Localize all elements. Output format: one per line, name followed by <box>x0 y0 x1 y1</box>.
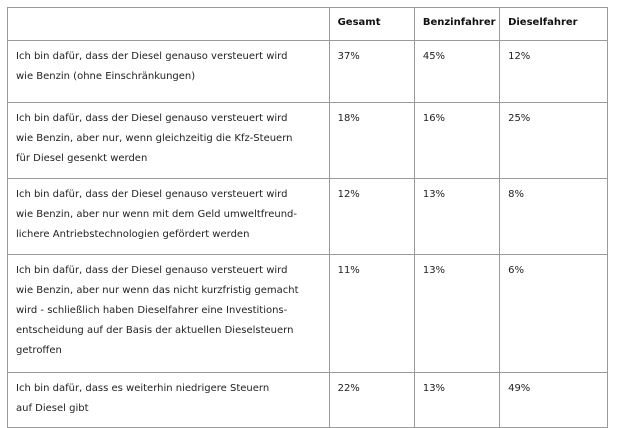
question-line: wie Benzin, aber nur wenn mit dem Geld umweltfreund- <box>16 209 297 220</box>
value-benzinfahrer: 16% <box>414 103 499 179</box>
question-line: Ich bin dafür, dass der Diesel genauso versteuert wird <box>16 113 288 124</box>
value-gesamt: 37% <box>329 41 414 103</box>
question-line: wie Benzin, aber nur, wenn gleichzeitig die Kfz-Steuern <box>16 133 293 144</box>
header-benzinfahrer: Benzinfahrer <box>414 8 499 41</box>
value-dieselfahrer: 49% <box>500 373 608 428</box>
question-line: Ich bin dafür, dass der Diesel genauso versteuert wird <box>16 51 288 62</box>
question-line: wird - schließlich haben Dieselfahrer eine Investitions- <box>16 305 288 316</box>
header-dieselfahrer: Dieselfahrer <box>500 8 608 41</box>
value-benzinfahrer: 13% <box>414 179 499 255</box>
question-cell <box>8 41 330 103</box>
value-benzinfahrer: 45% <box>414 41 499 103</box>
value-dieselfahrer: 12% <box>500 41 608 103</box>
value-dieselfahrer: 8% <box>500 179 608 255</box>
question-line: getroffen <box>16 345 62 356</box>
value-dieselfahrer: 6% <box>500 255 608 373</box>
survey-results-table <box>7 7 608 428</box>
question-line: für Diesel gesenkt werden <box>16 153 148 164</box>
question-line: wie Benzin (ohne Einschränkungen) <box>16 71 196 82</box>
question-line: auf Diesel gibt <box>16 403 89 414</box>
value-benzinfahrer: 13% <box>414 255 499 373</box>
question-cell <box>8 255 330 373</box>
table-row <box>8 179 608 255</box>
question-line: Ich bin dafür, dass es weiterhin niedrigere Steuern <box>16 383 270 394</box>
question-line: Ich bin dafür, dass der Diesel genauso versteuert wird <box>16 265 288 276</box>
header-row <box>8 8 608 41</box>
header-empty <box>8 8 330 41</box>
value-gesamt: 18% <box>329 103 414 179</box>
table-row <box>8 103 608 179</box>
question-line: wie Benzin, aber nur wenn das nicht kurzfristig gemacht <box>16 285 299 296</box>
table-row <box>8 255 608 373</box>
question-line: Ich bin dafür, dass der Diesel genauso versteuert wird <box>16 189 288 200</box>
question-line: lichere Antriebstechnologien gefördert werden <box>16 229 250 240</box>
value-gesamt: 12% <box>329 179 414 255</box>
question-cell <box>8 373 330 428</box>
question-cell <box>8 103 330 179</box>
question-line: entscheidung auf der Basis der aktuellen Dieselsteuern <box>16 325 294 336</box>
table-row <box>8 373 608 428</box>
table-row <box>8 41 608 103</box>
value-gesamt: 11% <box>329 255 414 373</box>
question-cell <box>8 179 330 255</box>
value-benzinfahrer: 13% <box>414 373 499 428</box>
header-gesamt: Gesamt <box>329 8 414 41</box>
value-gesamt: 22% <box>329 373 414 428</box>
value-dieselfahrer: 25% <box>500 103 608 179</box>
